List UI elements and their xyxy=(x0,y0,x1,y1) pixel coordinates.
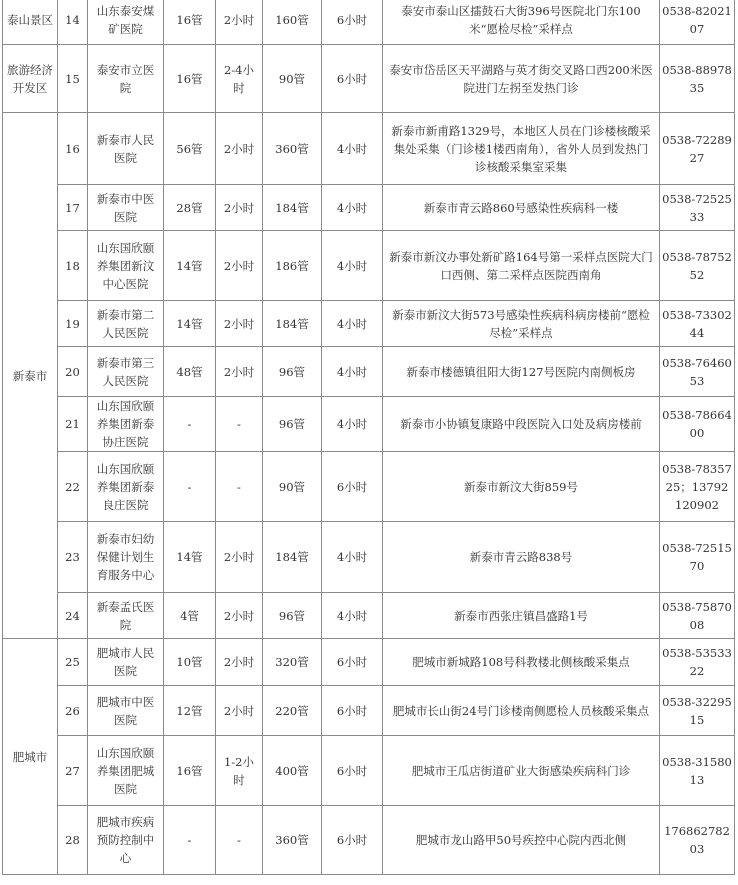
row-number: 25 xyxy=(58,639,88,686)
tube-count: - xyxy=(164,806,216,875)
hospital-name: 山东泰安煤矿医院 xyxy=(88,0,164,45)
report-time: 2小时 xyxy=(216,686,263,736)
hospital-name: 肥城市疾病预防控制中心 xyxy=(88,806,164,875)
daily-capacity: 320管 xyxy=(263,639,322,686)
sampling-address: 新泰市青云路860号感染性疾病科一楼 xyxy=(383,185,660,231)
report-time: 2小时 xyxy=(216,0,263,45)
tube-count: 16管 xyxy=(164,45,216,113)
row-number: 21 xyxy=(58,397,88,452)
tube-count: 48管 xyxy=(164,347,216,397)
table-row xyxy=(3,639,735,686)
report-time: 2小时 xyxy=(216,593,263,639)
table-row xyxy=(3,113,735,185)
table-row xyxy=(3,452,735,522)
report-time: 2小时 xyxy=(216,639,263,686)
row-number: 15 xyxy=(58,45,88,113)
hospital-name: 新泰孟氏医院 xyxy=(88,593,164,639)
report-time: 2小时 xyxy=(216,113,263,185)
wait-time: 6小时 xyxy=(322,45,383,113)
sampling-address: 肥城市龙山路甲50号疾控中心院内西北侧 xyxy=(383,806,660,875)
daily-capacity: 96管 xyxy=(263,593,322,639)
wait-time: 4小时 xyxy=(322,397,383,452)
contact-phone: 0538-7251570 xyxy=(660,522,735,593)
row-number: 14 xyxy=(58,0,88,45)
sampling-address: 新泰市新甫路1329号，本地区人员在门诊楼核酸采集处采集（门诊楼1楼西南角），省外人员到发热门诊核酸采集室采集 xyxy=(383,113,660,185)
wait-time: 4小时 xyxy=(322,185,383,231)
wait-time: 4小时 xyxy=(322,347,383,397)
tube-count: 10管 xyxy=(164,639,216,686)
report-time: 2-4小时 xyxy=(216,45,263,113)
hospital-name: 山东国欣颐养集团新汶中心医院 xyxy=(88,231,164,301)
report-time: 2小时 xyxy=(216,301,263,347)
table-row xyxy=(3,301,735,347)
hospital-name: 新泰市中医医院 xyxy=(88,185,164,231)
wait-time: 6小时 xyxy=(322,452,383,522)
hospital-name: 山东国欣颐养集团肥城医院 xyxy=(88,736,164,806)
sampling-address: 泰安市岱岳区天平湖路与英才街交叉路口西200米医院进门左拐至发热门诊 xyxy=(383,45,660,113)
wait-time: 4小时 xyxy=(322,522,383,593)
hospital-name: 新泰市第三人民医院 xyxy=(88,347,164,397)
region-cell: 旅游经济开发区 xyxy=(3,45,58,113)
contact-phone: 17686278203 xyxy=(660,806,735,875)
contact-phone: 0538-5353322 xyxy=(660,639,735,686)
row-number: 26 xyxy=(58,686,88,736)
row-number: 19 xyxy=(58,301,88,347)
table-row xyxy=(3,347,735,397)
report-time: - xyxy=(216,452,263,522)
contact-phone: 0538-8897835 xyxy=(660,45,735,113)
daily-capacity: 186管 xyxy=(263,231,322,301)
row-number: 20 xyxy=(58,347,88,397)
wait-time: 6小时 xyxy=(322,806,383,875)
tube-count: 12管 xyxy=(164,686,216,736)
hospital-name: 新泰市妇幼保健计划生育服务中心 xyxy=(88,522,164,593)
hospital-name: 泰安市立医院 xyxy=(88,45,164,113)
sampling-address: 肥城市王瓜店街道矿业大街感染疾病科门诊 xyxy=(383,736,660,806)
wait-time: 4小时 xyxy=(322,231,383,301)
sampling-address: 新泰市新汶大街859号 xyxy=(383,452,660,522)
region-cell: 新泰市 xyxy=(3,113,58,639)
row-number: 16 xyxy=(58,113,88,185)
row-number: 18 xyxy=(58,231,88,301)
region-cell: 肥城市 xyxy=(3,639,58,875)
tube-count: 56管 xyxy=(164,113,216,185)
daily-capacity: 184管 xyxy=(263,301,322,347)
tube-count: 14管 xyxy=(164,301,216,347)
wait-time: 6小时 xyxy=(322,0,383,45)
tube-count: 28管 xyxy=(164,185,216,231)
sampling-address: 新泰市新汶大街573号感染性疾病科病房楼前“愿检尽检”采样点 xyxy=(383,301,660,347)
daily-capacity: 400管 xyxy=(263,736,322,806)
report-time: 2小时 xyxy=(216,231,263,301)
daily-capacity: 90管 xyxy=(263,45,322,113)
table-row xyxy=(3,45,735,113)
wait-time: 6小时 xyxy=(322,736,383,806)
hospital-name: 新泰市第二人民医院 xyxy=(88,301,164,347)
report-time: 2小时 xyxy=(216,347,263,397)
contact-phone: 0538-7875252 xyxy=(660,231,735,301)
wait-time: 6小时 xyxy=(322,639,383,686)
tube-count: 16管 xyxy=(164,0,216,45)
sampling-address: 新泰市西张庄镇昌盛路1号 xyxy=(383,593,660,639)
hospital-name: 肥城市中医医院 xyxy=(88,686,164,736)
contact-phone: 0538-7330244 xyxy=(660,301,735,347)
contact-phone: 0538-7228927 xyxy=(660,113,735,185)
table-row xyxy=(3,0,735,45)
hospital-name: 山东国欣颐养集团新泰良庄医院 xyxy=(88,452,164,522)
daily-capacity: 90管 xyxy=(263,452,322,522)
tube-count: - xyxy=(164,452,216,522)
sampling-address: 肥城市新城路108号科教楼北侧核酸采集点 xyxy=(383,639,660,686)
contact-phone: 0538-7646053 xyxy=(660,347,735,397)
contact-phone: 0538-3158013 xyxy=(660,736,735,806)
row-number: 24 xyxy=(58,593,88,639)
daily-capacity: 184管 xyxy=(263,185,322,231)
table-row xyxy=(3,522,735,593)
table-row xyxy=(3,806,735,875)
daily-capacity: 220管 xyxy=(263,686,322,736)
row-number: 22 xyxy=(58,452,88,522)
daily-capacity: 96管 xyxy=(263,397,322,452)
wait-time: 4小时 xyxy=(322,593,383,639)
table-row xyxy=(3,686,735,736)
sampling-sites-table xyxy=(2,0,735,875)
table-row xyxy=(3,397,735,452)
contact-phone: 0538-7866400 xyxy=(660,397,735,452)
wait-time: 4小时 xyxy=(322,301,383,347)
tube-count: 14管 xyxy=(164,522,216,593)
row-number: 27 xyxy=(58,736,88,806)
tube-count: 16管 xyxy=(164,736,216,806)
region-cell: 泰山景区 xyxy=(3,0,58,45)
report-time: - xyxy=(216,397,263,452)
table-row xyxy=(3,593,735,639)
row-number: 17 xyxy=(58,185,88,231)
table-row xyxy=(3,231,735,301)
tube-count: - xyxy=(164,397,216,452)
report-time: - xyxy=(216,806,263,875)
daily-capacity: 96管 xyxy=(263,347,322,397)
daily-capacity: 184管 xyxy=(263,522,322,593)
report-time: 1-2小时 xyxy=(216,736,263,806)
table-row xyxy=(3,736,735,806)
daily-capacity: 360管 xyxy=(263,113,322,185)
sampling-address: 新泰市新汶办事处新矿路164号第一采样点医院大门口西侧、第二采样点医院西南角 xyxy=(383,231,660,301)
sampling-address: 泰安市泰山区擂鼓石大街396号医院北门东100米“愿检尽检”采样点 xyxy=(383,0,660,45)
contact-phone: 0538-7835725；13792120902 xyxy=(660,452,735,522)
wait-time: 4小时 xyxy=(322,113,383,185)
contact-phone: 0538-7587008 xyxy=(660,593,735,639)
contact-phone: 0538-7252533 xyxy=(660,185,735,231)
table-row xyxy=(3,185,735,231)
sampling-address: 肥城市长山街24号门诊楼南侧愿检人员核酸采集点 xyxy=(383,686,660,736)
report-time: 2小时 xyxy=(216,185,263,231)
hospital-name: 肥城市人民医院 xyxy=(88,639,164,686)
daily-capacity: 360管 xyxy=(263,806,322,875)
table-body xyxy=(3,0,735,875)
row-number: 23 xyxy=(58,522,88,593)
tube-count: 4管 xyxy=(164,593,216,639)
contact-phone: 0538-8202107 xyxy=(660,0,735,45)
report-time: 2小时 xyxy=(216,522,263,593)
hospital-name: 山东国欣颐养集团新泰协庄医院 xyxy=(88,397,164,452)
row-number: 28 xyxy=(58,806,88,875)
tube-count: 14管 xyxy=(164,231,216,301)
contact-phone: 0538-3229515 xyxy=(660,686,735,736)
hospital-name: 新泰市人民医院 xyxy=(88,113,164,185)
wait-time: 6小时 xyxy=(322,686,383,736)
daily-capacity: 160管 xyxy=(263,0,322,45)
sampling-address: 新泰市小协镇复康路中段医院入口处及病房楼前 xyxy=(383,397,660,452)
sampling-address: 新泰市青云路838号 xyxy=(383,522,660,593)
sampling-address: 新泰市楼德镇徂阳大街127号医院内南侧板房 xyxy=(383,347,660,397)
